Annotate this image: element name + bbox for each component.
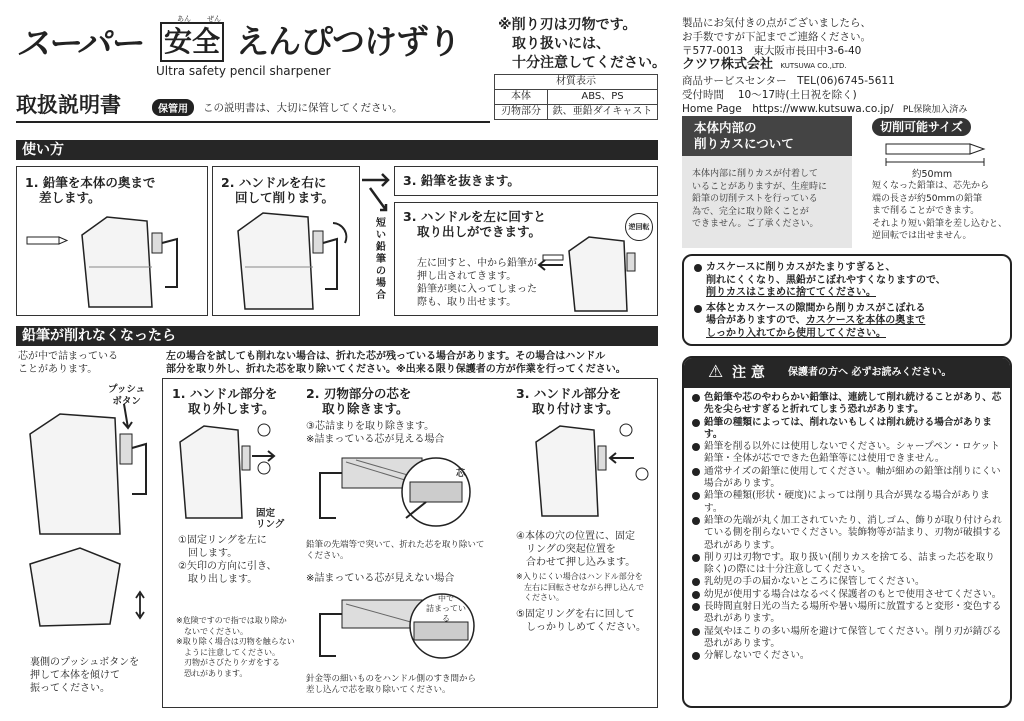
company-service: 商品サービスセンター TEL(06)6745-5611 — [682, 75, 895, 87]
trouble-step2-line2: 取り除きます。 — [322, 401, 409, 416]
caution-item: 色鉛筆や芯のやわらかい鉛筆は、連続して削れ続けることがあり、芯先を尖らせすぎると折れてしまう恐れがあります。 — [690, 392, 1004, 417]
materials-title: 材質表示 — [495, 75, 658, 90]
warning-line3: 十分注意してください。 — [512, 55, 666, 71]
step3b-desc2: 押し出されてきます。 — [417, 271, 517, 282]
reverse-badge: 逆回転 — [625, 213, 653, 241]
step3b-desc3: 鉛筆が奥に入ってしまった — [417, 284, 537, 295]
step3-note-line: 左右に回転させながら押し込んで — [516, 582, 644, 592]
inner-text — [692, 168, 827, 231]
step3a-num: 3. — [403, 173, 417, 188]
trouble-bottom-line2: 押して本体を傾けて — [30, 670, 120, 681]
step1-note-line: ※取り除く場合は刃物を触らない — [176, 637, 295, 646]
step2-sub2: ※詰まっている芯が見える場合 — [306, 434, 445, 445]
case-note-1 — [692, 262, 1002, 300]
trouble-left-line2: ことがあります。 — [18, 364, 98, 375]
caution-list — [690, 392, 1004, 663]
step3b-desc4: 際も、取り出せます。 — [417, 297, 517, 308]
arrow-left-icon — [610, 453, 634, 463]
usage-step1 — [16, 166, 208, 316]
handle-attach-illustration — [530, 424, 650, 520]
warning-block — [498, 16, 666, 73]
step1-line1: 鉛筆を本体の奥まで — [42, 175, 156, 190]
step1-desc-line: ②矢印の方向に引き、 — [178, 561, 277, 572]
keep-note: この説明書は、大切に保管してください。 — [203, 102, 403, 114]
caution-item: 鉛筆を削る以外には使用しないでください。シャープペン・ロケット鉛筆・全体が芯でできた色鉛筆等には使用できません。 — [690, 441, 1004, 466]
step3-note-line: ※入りにくい場合はハンドル部分を — [516, 572, 643, 581]
handle-removal-illustration — [176, 422, 286, 522]
arrow-down-icon — [123, 404, 132, 428]
company-logo — [682, 58, 1012, 74]
english-name: Ultra safety pencil sharpener — [156, 64, 331, 78]
case-note-1a: カスケースに削りカスがたまりすぎると、 — [706, 262, 896, 273]
trouble-section-title: 鉛筆が削れなくなったら — [16, 326, 658, 346]
short-pencil-label: 短い鉛筆の場合 — [376, 218, 386, 301]
step1-note-line: 刃物がさびたりケガをする — [176, 658, 280, 667]
caution-item: 幼児が使用する場合はなるべく保護者のもとで使用させてください。 — [690, 589, 1004, 601]
material-part: 本体 — [495, 90, 548, 105]
trouble-bottom-line3: 振ってください。 — [30, 683, 110, 694]
pencil-icon — [543, 255, 563, 260]
ring-label — [256, 508, 284, 530]
arrow-right-icon — [362, 174, 388, 186]
company-info — [682, 16, 1012, 117]
trouble-step1-desc — [178, 534, 277, 586]
inner-title — [682, 116, 852, 156]
inner-debris-panel — [682, 116, 852, 248]
callout-jammed — [424, 594, 468, 624]
step1-desc-line: 回します。 — [178, 548, 238, 559]
materials-table — [494, 74, 658, 120]
ruby-zen: ぜん — [207, 15, 221, 23]
trouble-step1-title — [172, 386, 277, 416]
company-logo-text: クツワ株式会社 — [682, 57, 774, 72]
step1-note-line: ように注意してください。 — [176, 647, 280, 657]
warning-icon: ⚠ — [708, 362, 724, 382]
caution-item: 乳幼児の手の届かないところに保管してください。 — [690, 576, 1004, 588]
step2-desc2-line: 差し込んで芯を取り除いてください。 — [306, 685, 451, 695]
caution-sub: 保護者の方へ 必ずお読みください。 — [788, 367, 952, 378]
trouble-step1-line2: 取り外します。 — [188, 401, 275, 416]
cutsize-text — [872, 180, 1007, 243]
step1-line2: 差します。 — [39, 190, 101, 205]
sharpener-illustration — [233, 213, 353, 313]
ring-label-2: リング — [256, 519, 285, 530]
trouble-intro-line1: 左の場合を試しても削れない場合は、折れた芯が残っている場合があります。その場合はハンドル — [166, 351, 606, 362]
trouble-step3-desc2 — [516, 608, 646, 634]
case-note-2a: 本体とカスケースの隙間から削りカスがこぼれる — [706, 302, 926, 314]
caution-item: 鉛筆の種類(形状・硬度)によっては削り具合が異なる場合があります。 — [690, 490, 1004, 515]
trouble-step2-num: 2. — [306, 386, 320, 401]
trouble-step3-num: 3. — [516, 386, 530, 401]
ruby-an: あん — [177, 15, 191, 23]
trouble-left-text — [18, 350, 118, 376]
step3-desc2-line: ⑤固定リングを右に回して — [516, 609, 635, 620]
step2-sub1: ③芯詰まりを取り除きます。 — [306, 421, 435, 432]
material-part: 刃物部分 — [495, 105, 548, 120]
case-note-2c: カスケースを本体の奥まで — [805, 315, 926, 327]
step2-desc2-line: 針金等の細いものをハンドル側のすき間から — [306, 674, 477, 684]
inner-text-line: 本体内部に削りカスが付着して — [692, 169, 819, 179]
inner-text-line: できません。ご了承ください。 — [692, 219, 819, 229]
brand-suffix: えんぴつけずり — [236, 22, 460, 61]
callout-line2: 詰まっている — [426, 604, 466, 623]
caution-item: 分解しないでください。 — [690, 650, 1004, 662]
caution-item: 削り刃は刃物です。取り扱い(削りカスを捨てる、詰まった芯を取り除く)の際には十分注意してください。 — [690, 552, 1004, 577]
inner-title-line2: 削りカスについて — [694, 136, 794, 151]
brand-prefix: スーパー — [16, 24, 141, 64]
usage-step3a — [394, 166, 658, 196]
caution-item: 長時間直射日光の当たる場所や暑い場所に放置すると変形・変色する恐れがあります。 — [690, 601, 1004, 626]
inner-title-line1: 本体内部の — [694, 120, 757, 135]
caution-item: 鉛筆の種類によっては、削れないもしくは削れ続ける場合があります。 — [690, 417, 1004, 442]
trouble-step3-desc — [516, 530, 635, 569]
step3-desc-line: ④本体の穴の位置に、固定 — [516, 531, 635, 542]
caution-item: 湿気やほこりの多い場所を避けて保管してください。削り刃が錆びる恐れがあります。 — [690, 626, 1004, 651]
material-value: 鉄、亜鉛ダイキャスト — [548, 105, 658, 120]
step3b-desc1: 左に回すと、中から鉛筆が — [417, 258, 537, 269]
cutsize-text-line: まで削ることができます。 — [872, 206, 980, 216]
caution-header — [684, 358, 1012, 388]
lead-label: 芯 — [456, 469, 466, 479]
pl-insurance: PL保険加入済み — [902, 105, 968, 115]
callout-line1: 中で — [438, 594, 454, 603]
cutsize-title: 切削可能サイズ — [872, 118, 971, 136]
trouble-step3-line2: 取り付けます。 — [532, 401, 619, 416]
cutsize-text-line: 端の長さが約50mmの鉛筆 — [872, 193, 982, 204]
step3a-line1: 鉛筆を抜きます。 — [420, 173, 520, 188]
case-note-2b: 場合がありますので、 — [706, 315, 806, 327]
shake-arrow-icon — [136, 592, 144, 618]
keep-badge: 保管用 — [152, 99, 194, 116]
company-hours: 受付時間 10～17時(土日祝を除く) — [682, 89, 857, 101]
caution-title: 注 意 — [732, 365, 765, 381]
arrow-down-icon — [370, 188, 386, 210]
header-rule — [16, 121, 490, 123]
case-notes — [682, 254, 1012, 346]
step1-note-line: ※危険ですので指では取り除か — [176, 616, 287, 625]
brand-safe: 安全 — [160, 22, 224, 62]
company-line2: お手数ですが下記までご連絡ください。 — [682, 31, 871, 43]
trouble-step1-num: 1. — [172, 386, 186, 401]
cutsize-text-line: 短くなった鉛筆は、芯先から — [872, 181, 990, 191]
step3-note-line: ください。 — [516, 593, 564, 602]
trouble-intro-line2: 部分を取り外し、折れた芯を取り除いてください。※出来る限り保護者の方が作業を行ってください。 — [166, 364, 626, 375]
caution-panel — [682, 356, 1012, 708]
cutsize-dim: 約50mm — [912, 169, 953, 180]
trouble-step3-title — [516, 386, 621, 416]
step3b-line1: ハンドルを左に回すと — [420, 209, 546, 224]
manual-title: 取扱説明書 — [16, 93, 121, 117]
case-note-1b: 削れにくくなり、黒鉛がこぼれやすくなりますので、 — [706, 274, 946, 286]
inner-text-line: 鉛筆の切削テストを行っている — [692, 194, 818, 204]
trouble-step2-line1: 刃物部分の芯を — [323, 386, 412, 401]
cutsize-text-line: 逆回転では出せません。 — [872, 231, 972, 241]
pencil-icon — [886, 144, 970, 154]
trouble-left-line1: 芯が中で詰まっている — [18, 351, 118, 362]
homepage-link[interactable]: Home Page https://www.kutsuwa.co.jp/ — [682, 103, 894, 115]
step3b-line2: 取り出しができます。 — [417, 224, 542, 239]
blade-visible-illustration — [306, 448, 476, 538]
step2-num: 2. — [221, 175, 235, 190]
step2-line1: ハンドルを右に — [238, 175, 327, 190]
trouble-intro — [166, 350, 626, 376]
caution-item: 鉛筆の先端が丸く加工されていたり、消しゴム、飾りが取り付けられている側を削らないでください。装飾物等が詰まり、刃物が破損する恐れがあります。 — [690, 515, 1004, 552]
step3-desc-line: 合わせて押し込みます。 — [516, 557, 636, 568]
company-logo-en: KUTSUWA CO.,LTD. — [780, 62, 847, 70]
company-line1: 製品にお気付きの点がございましたら、 — [682, 17, 871, 29]
trouble-step2-title — [306, 386, 411, 416]
step3-desc-line: リングの突起位置を — [516, 544, 616, 555]
caution-item: 通常サイズの鉛筆に使用してください。軸が細めの鉛筆は削りにくい場合があります。 — [690, 466, 1004, 491]
arrow-left-icon — [539, 260, 563, 270]
trouble-step2-sub — [306, 420, 444, 446]
inner-text-line: いることがありますが、生産時に — [692, 181, 828, 192]
case-note-2 — [692, 303, 1002, 341]
warning-line2: 取り扱いには、 — [512, 36, 610, 52]
push-label-1: プッシュ — [108, 384, 146, 395]
company-homepage — [682, 102, 1012, 117]
step2-desc-line: 鉛筆の先端等で突いて、折れた芯を取り除いて — [306, 540, 485, 550]
step1-note-line: ないでください。 — [176, 626, 248, 636]
sharpener-illustration — [27, 217, 202, 313]
material-value: ABS、PS — [548, 90, 658, 105]
usage-step3b — [394, 202, 658, 316]
case-note-1c: 削りカスはこまめに捨ててください。 — [706, 287, 876, 299]
step3b-desc — [417, 257, 537, 309]
step2-line2: 回して削ります。 — [235, 190, 335, 205]
step1-num: 1. — [25, 175, 39, 190]
sharpener-push-illustration — [20, 394, 160, 634]
pencil-icon — [27, 237, 59, 244]
push-label-2: ボタン — [112, 396, 141, 407]
warning-line1: ※削り刃は刃物です。 — [498, 17, 637, 33]
step1-desc-line: 取り出します。 — [178, 574, 258, 585]
trouble-step2-sub3: ※詰まっている芯が見えない場合 — [306, 573, 455, 584]
inner-text-line: 為で、完全に取り除くことが — [692, 206, 809, 217]
step3b-num: 3. — [403, 209, 417, 224]
company-address: 〒577-0013 東大阪市長田中3-6-40 — [682, 45, 862, 57]
trouble-step2-desc2 — [306, 674, 476, 696]
step2-desc-line: ください。 — [306, 551, 349, 561]
case-note-2d: しっかり入れてから使用してください。 — [706, 327, 886, 339]
trouble-step3-note — [516, 572, 644, 604]
trouble-bottom-text — [30, 656, 139, 695]
trouble-bottom-line1: 裏側のプッシュボタンを — [30, 657, 140, 668]
sharpener-illustration — [539, 237, 649, 313]
usage-step2 — [212, 166, 360, 316]
cutsize-text-line: それより短い鉛筆を差し込むと、 — [872, 218, 1008, 229]
arrow-right-icon — [252, 451, 274, 461]
trouble-step1-note — [176, 616, 295, 679]
trouble-step1-line1: ハンドル部分を — [189, 386, 278, 401]
usage-section-title: 使い方 — [16, 140, 658, 160]
trouble-step3-line1: ハンドル部分を — [533, 386, 622, 401]
step1-desc-line: ①固定リングを左に — [178, 535, 267, 546]
step1-note-line: 恐れがあります。 — [176, 668, 248, 678]
trouble-step2-desc — [306, 540, 484, 562]
step3-desc2-line: しっかりしめてください。 — [516, 622, 646, 633]
ring-label-1: 固定 — [256, 508, 276, 519]
